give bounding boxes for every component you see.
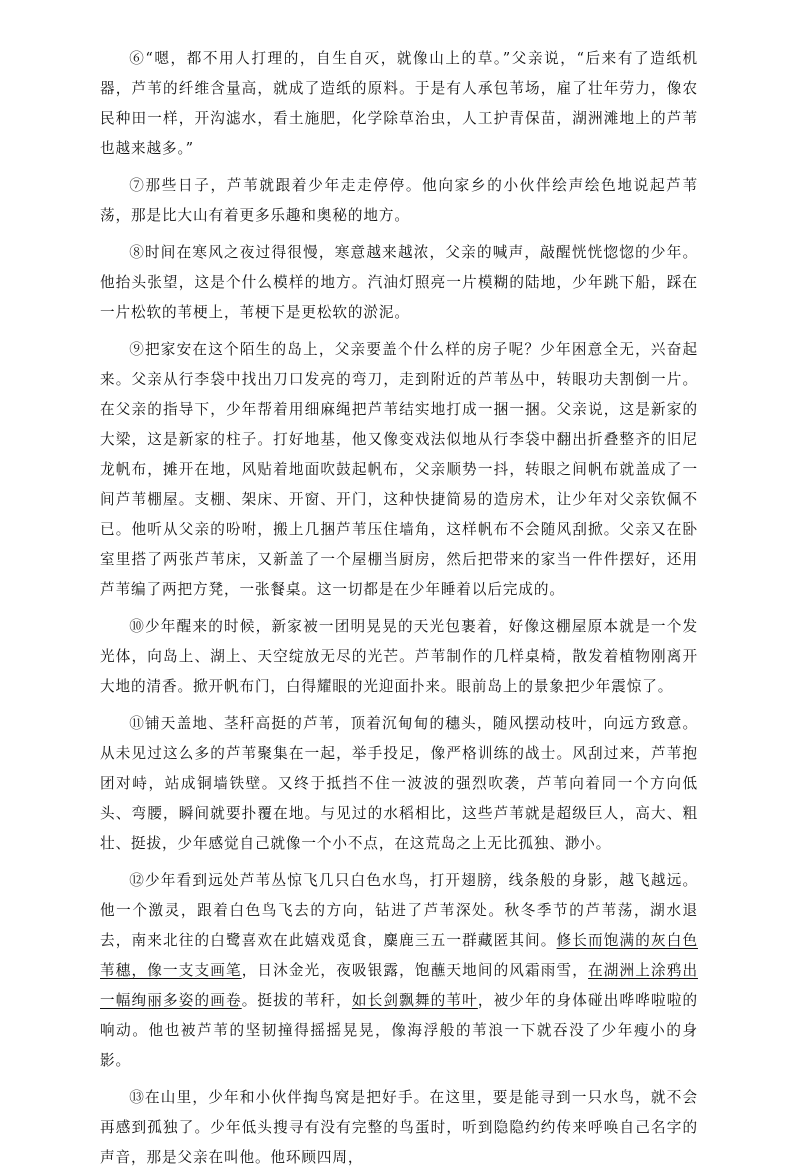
underlined-phrase: 在湖洲上涂鸦出一幅绚丽多姿的画卷 bbox=[100, 962, 698, 1009]
paragraph-text: ⑦那些日子，芦苇就跟着少年走走停停。他向家乡的小伙伴绘声绘色地说起芦苇荡，那是比大山有着更多乐趣和奥秘的地方。 bbox=[100, 177, 698, 224]
paragraph-text: ⑧时间在寒风之夜过得很慢，寒意越来越浓，父亲的喊声，敲醒恍恍惚惚的少年。他抬头张望，这是个什么模样的地方。汽油灯照亮一片模糊的陆地，少年跳下船，踩在一片松软的苇梗上，苇梗下是更松软的淤泥。 bbox=[100, 244, 698, 321]
paragraph-11 bbox=[100, 709, 698, 859]
paragraph-text: ⑪铺天盖地、茎秆高挺的芦苇，顶着沉甸甸的穗头，随风摆动枝叶，向远方致意。从未见过这么多的芦苇聚集在一起，举手投足，像严格训练的战士。风刮过来，芦苇抱团对峙，站成铜墙铁壁。又终于抵挡不住一波波的强烈吹袭，芦苇向着同一个方向低头、弯腰，瞬间就要扑覆在地。与见过的水稻相比，这些芦苇就是超级巨人，高大、粗壮、挺拔，少年感觉自己就像一个小不点，在这荒岛之上无比孤独、渺小。 bbox=[100, 715, 698, 852]
paragraph-13 bbox=[100, 1083, 698, 1173]
paragraph-text: ⑫少年看到远处芦苇丛惊飞几只白色水鸟，打开翅膀，线条般的身影，越飞越远。他一个激灵，跟着白色鸟飞去的方向，钻进了芦苇深处。秋冬季节的芦苇荡，湖水退去，南来北往的白鹭喜欢在此嬉戏觅食，麋鹿三五一群藏匿其间。 bbox=[100, 872, 698, 949]
paragraph-12 bbox=[100, 866, 698, 1076]
paragraph-text: 。挺拔的苇秆， bbox=[241, 992, 352, 1009]
paragraph-text: ⑬在山里，少年和小伙伴掏鸟窝是把好手。在这里，要是能寻到一只水鸟，就不会再感到孤独了。少年低头搜寻有没有完整的鸟蛋时，听到隐隐约约传来呼唤自己名字的声音，那是父亲在叫他。他环顾四周， bbox=[100, 1089, 698, 1166]
paragraph-8 bbox=[100, 238, 698, 328]
paragraph-6 bbox=[100, 44, 698, 164]
underlined-phrase: 修长而饱满的灰白色苇穗，像一支支画笔 bbox=[100, 932, 698, 979]
paragraph-text: ，日沐金光，夜吸银露，饱蘸天地间的风霜雨雪， bbox=[241, 962, 589, 979]
paragraph-text: ⑩少年醒来的时候，新家被一团明晃晃的天光包裹着，好像这棚屋原本就是一个发光体，向岛上、湖上、天空绽放无尽的光芒。芦苇制作的几样桌椅，散发着植物刚离开大地的清香。掀开帆布门，白得耀眼的光迎面扑来。眼前岛上的景象把少年震惊了。 bbox=[100, 618, 698, 695]
paragraph-text: ，被少年的身体碰出哗哗啦啦的响动。他也被芦苇的坚韧撞得摇摇晃晃，像海浮般的苇浪一下就吞没了少年瘦小的身影。 bbox=[100, 992, 698, 1069]
paragraph-text: ⑥“嗯，都不用人打理的，自生自灭，就像山上的草。”父亲说，“后来有了造纸机器，芦苇的纤维含量高，就成了造纸的原料。于是有人承包苇场，雇了壮年劳力，像农民种田一样，开沟滤水，看土施肥，化学除草治虫，人工护青保苗，湖洲滩地上的芦苇也越来越多。” bbox=[100, 50, 698, 157]
paragraph-9 bbox=[100, 335, 698, 605]
paragraph-7 bbox=[100, 171, 698, 231]
paragraph-text: ⑨把家安在这个陌生的岛上，父亲要盖个什么样的房子呢？少年困意全无，兴奋起来。父亲从行李袋中找出刀口发亮的弯刀，走到附近的芦苇丛中，转眼功夫割倒一片。在父亲的指导下，少年帮着用细麻绳把芦苇结实地打成一捆一捆。父亲说，这是新家的大梁，这是新家的柱子。打好地基，他又像变戏法似地从行李袋中翻出折叠整齐的旧尼龙帆布，摊开在地，风贴着地面吹鼓起帆布，父亲顺势一抖，转眼之间帆布就盖成了一间芦苇棚屋。支棚、架床、开窗、开门，这种快捷简易的造房术，让少年对父亲钦佩不已。他听从父亲的吩咐，搬上几捆芦苇压住墙角，这样帆布不会随风刮掀。父亲又在卧室里搭了两张芦苇床，又新盖了一个屋棚当厨房，然后把带来的家当一件件摆好，还用芦苇编了两把方凳，一张餐桌。这一切都是在少年睡着以后完成的。 bbox=[100, 341, 698, 598]
underlined-phrase: 如长剑飘舞的苇叶 bbox=[351, 992, 478, 1009]
paragraph-10 bbox=[100, 612, 698, 702]
